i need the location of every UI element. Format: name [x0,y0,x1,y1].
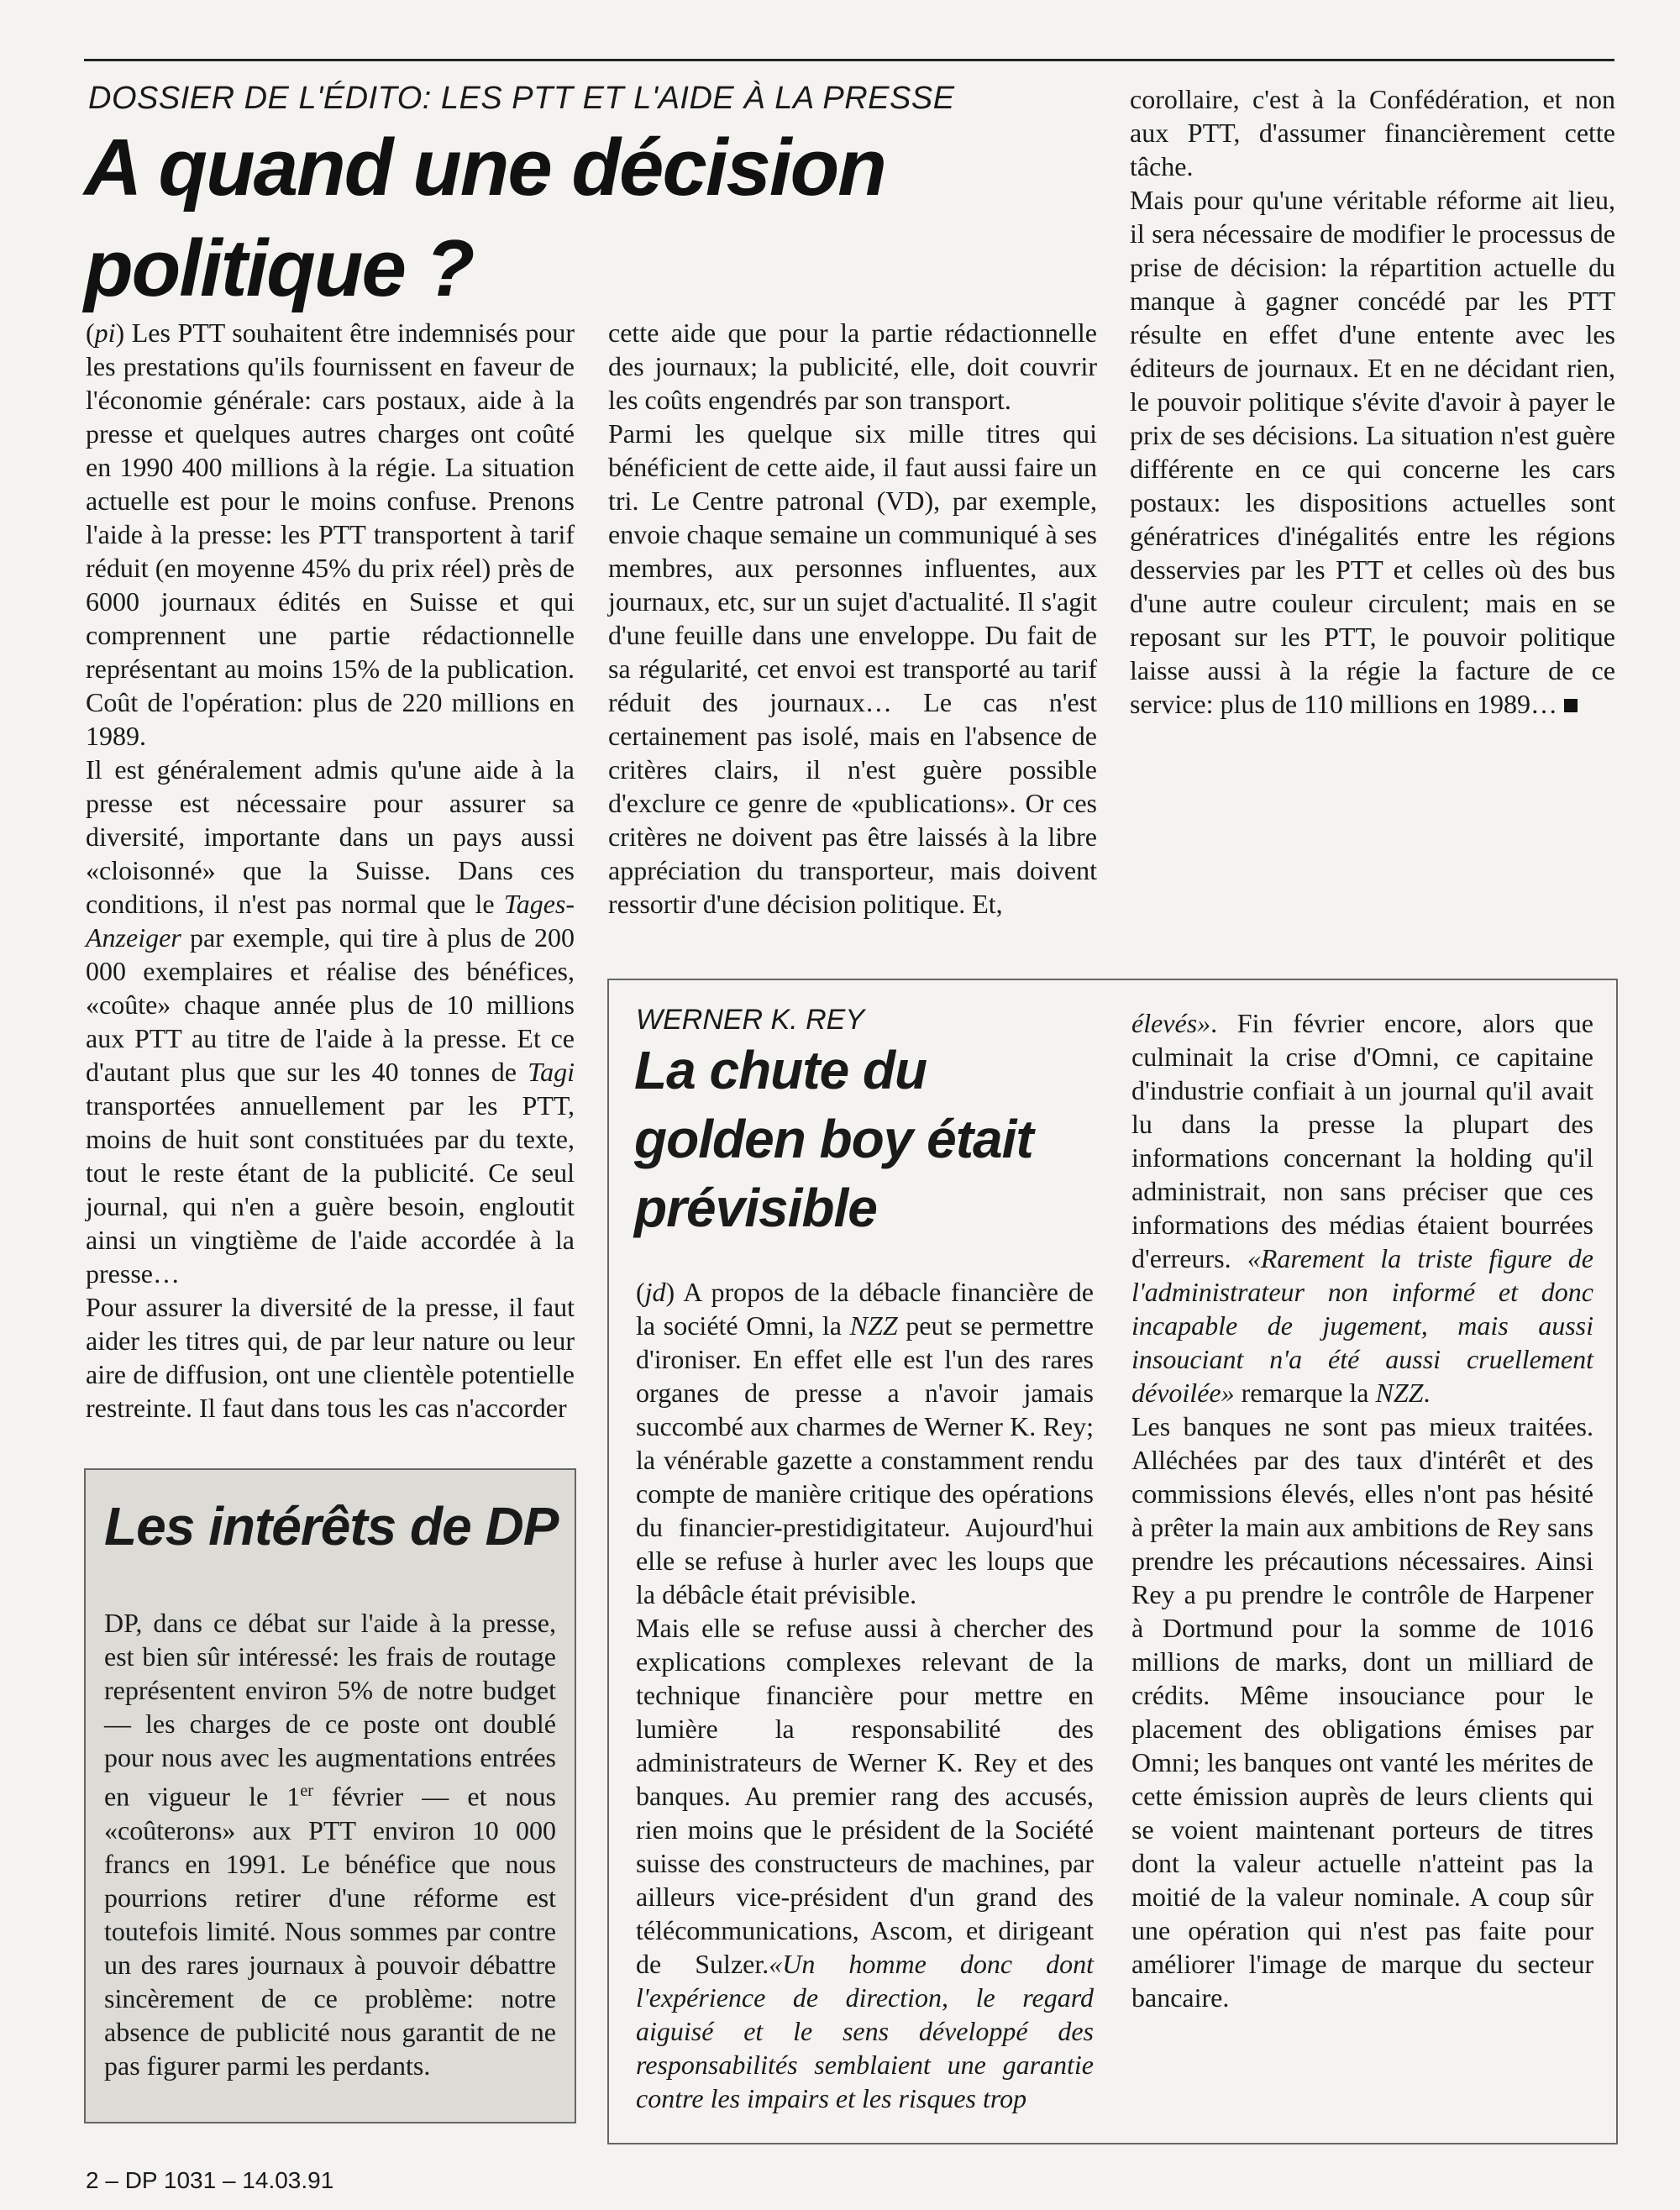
rey-byline: jd [644,1277,666,1307]
nzz-mention-2: NZZ [1375,1378,1424,1408]
article-paragraph-3: Pour assurer la diversité de la presse, il faut aider les titres qui, de par leur nature ou leur aire de diffusion, ont une clientèle potentielle restreinte. Il faut dans tous les cas n'accorder [86,1292,575,1423]
rey-kicker: WERNER K. REY [636,1004,865,1036]
section-kicker: DOSSIER DE L'ÉDITO: LES PTT ET L'AIDE À LA PRESSE [88,81,955,116]
article-column-1 [86,316,575,1425]
rey-column-2 [1131,1006,1593,2014]
article-column-3 [1130,82,1615,721]
end-of-article-mark [1564,699,1578,712]
dp-box-title: Les intérêts de DP [104,1496,559,1556]
rey-paragraph-2: élevés». Fin février encore, alors que culminait la crise d'Omni, ce capitaine d'industrie confiait à un journal qu'il avait lu dans la presse la plupart des informations concernant la holding qu'il administrait, non sans préciser que ces informations des médias étaient bourrées d'erreurs. «Rarement la triste figure de l'administrateur non informé et donc incapable de jugement, mais aussi insouciant n'a été aussi cruellement dévoilée» remarque la NZZ. [1131,1008,1594,1408]
article-paragraph-1: (pi) Les PTT souhaitent être indemnisés pour les prestations qu'ils fournissent en faveur de l'économie générale: cars postaux, aide à la presse et quelques autres charges ont coûté en 1990 400 millions à la régie. La situation actuelle est pour le moins confuse. Prenons l'aide à la presse: les PTT transportent à tarif réduit (en moyenne 45% du prix réel) près de 6000 journaux édités en Suisse et qui comprennent une partie rédactionnelle représentant au moins 15% de la publication. Coût de l'opération: plus de 220 millions en 1989. [86,318,575,751]
article-paragraph-2: Il est généralement admis qu'une aide à la presse est nécessaire pour assurer sa diversité, importante dans un pays aussi «cloisonné» que la Suisse. Dans ces conditions, il n'est pas normal que le Tages-Anzeiger par exemple, qui tire à plus de 200 000 exemplaires et réalise des bénéfices, «coûte» chaque année plus de 10 millions aux PTT au titre de l'aide à la presse. Et ce d'autant plus que sur les 40 tonnes de Tagi transportées annuellement par les PTT, moins de huit sont constituées par du texte, tout le reste étant de la publicité. Ce seul journal, qui n'en a guère besoin, engloutit ainsi un vingtième de l'aide accordée à la presse… [86,754,575,1289]
rey-quote-1: «Un homme donc dont l'expérience de direction, le regard aiguisé et le sens développé des responsabilités semblaient une garantie contre les impairs et les risques trop [636,1949,1094,2113]
article-byline: pi [94,318,116,348]
rey-quote-1: élevés» [1131,1008,1211,1038]
page-footer: 2 – DP 1031 – 14.03.91 [86,2167,334,2193]
superscript-er: er [300,1782,313,1800]
article-paragraph-4: Parmi les quelque six mille titres qui bénéficient de cette aide, il faut aussi faire un tri. Le Centre patronal (VD), par exemple, envoie chaque semaine un communiqué à ses membres, aux personnes influentes, aux journaux, etc, sur un sujet d'actualité. Il s'agit d'une feuille dans une enveloppe. Du fait de sa régularité, cet envoi est transporté au tarif réduit des journaux… Le cas n'est certainement pas isolé, mais en l'absence de critères clairs, il n'est guère possible d'exclure ce genre de «publications». Or ces critères ne doivent pas être laissés à la libre appréciation du transporteur, mais doivent ressortir d'une décision politique. Et, [608,418,1097,919]
rey-quote-2: «Rarement la triste figure de l'administrateur non informé et donc incapable de jugement, mais aussi insouciant n'a été aussi cruellement dévoilée» [1131,1243,1594,1408]
dp-interests-box [84,1468,576,2123]
dp-box-body: DP, dans ce débat sur l'aide à la presse, est bien sûr intéressé: les frais de routage représentent environ 5% de notre budget — les charges de ce poste ont doublé pour nous avec les augmentations entrées en vigueur le 1er février — et nous «coûterons» aux PTT environ 10 000 francs en 1991. Le bénéfice que nous pourrions retirer d'une réforme est toutefois limité. Nous sommes par contre un des rares journaux à pouvoir débattre sincèrement de ce problème: notre absence de publicité nous garantit de ne pas figurer parmi les perdants. [104,1608,557,2081]
tages-anzeiger-title: Tages-Anzeiger [86,889,575,953]
page-headline: A quand une décision politique ? [84,123,885,313]
rey-headline: La chute du golden boy était prévisible [634,1040,1033,1238]
top-rule [84,59,1614,61]
nzz-mention: NZZ [849,1310,898,1341]
article-paragraph-4: corollaire, c'est à la Confédération, et non aux PTT, d'assumer financièrement cette tâche. [1130,84,1615,181]
rey-paragraph-2: Mais elle se refuse aussi à chercher des explications complexes relevant de la technique financière pour mettre en lumière la responsabilité des administrateurs de Werner K. Rey et des banques. Au premier rang des accusés, rien moins que le président de la Société suisse des constructeurs de machines, par ailleurs vice-président d'un grand des télécommunications, Ascom, et dirigeant de Sulzer.«Un homme donc dont l'expérience de direction, le regard aiguisé et le sens développé des responsabilités semblaient une garantie contre les impairs et les risques trop [636,1613,1094,2113]
article-paragraph-5: Mais pour qu'une véritable réforme ait lieu, il sera nécessaire de modifier le processus de prise de décision: la répartition actuelle du manque à gagner concédé par les PTT résulte en effet d'une entente avec les éditeurs de journaux. Et en ne décidant rien, le pouvoir politique s'évite d'avoir à payer le prix de ses décisions. La situation n'est guère différente en ce qui concerne les cars postaux: les dispositions actuelles sont génératrices d'inégalités entre les régions desservies par les PTT et celles où des bus d'une autre couleur circulent; mais en se reposant sur les PTT, le pouvoir politique laisse aussi à la régie la facture de ce service: plus de 110 millions en 1989… [1130,185,1615,719]
rey-paragraph-1: (jd) A propos de la débacle financière de la société Omni, la NZZ peut se permettre d'ironiser. En effet elle est l'un des rares organes de presse a n'avoir jamais succombé aux charmes de Werner K. Rey; la vénérable gazette a constamment rendu compte de manière critique des opérations du financier-prestidigitateur. Aujourd'hui elle se refuse à hurler avec les loups que la débâcle était prévisible. [636,1277,1095,1609]
article-paragraph-3: cette aide que pour la partie rédactionnelle des journaux; la publicité, elle, doit couvrir les coûts engendrés par son transport. [608,318,1097,415]
rey-paragraph-3: Les banques ne sont pas mieux traitées. Alléchées par des taux d'intérêt et des commissions élevés, elles n'ont pas hésité à prêter la main aux ambitions de Rey sans prendre les précautions nécessaires. Ainsi Rey a pu prendre le contrôle de Harpener à Dortmund pour la somme de 1016 millions de marks, dont un milliard de crédits. Même insouciance pour le placement des obligations émises par Omni; les banques ont vanté les mérites de cette émission auprès de leurs clients qui se voient maintenant porteurs de titres dont la valeur actuelle n'atteint pas la moitié de la valeur nominale. A coup sûr une opération qui n'est pas faite pour améliorer l'image de marque du secteur bancaire. [1131,1411,1593,2013]
article-column-2 [608,316,1097,921]
tagi-title: Tagi [528,1057,575,1087]
rey-column-1 [636,1275,1094,2115]
